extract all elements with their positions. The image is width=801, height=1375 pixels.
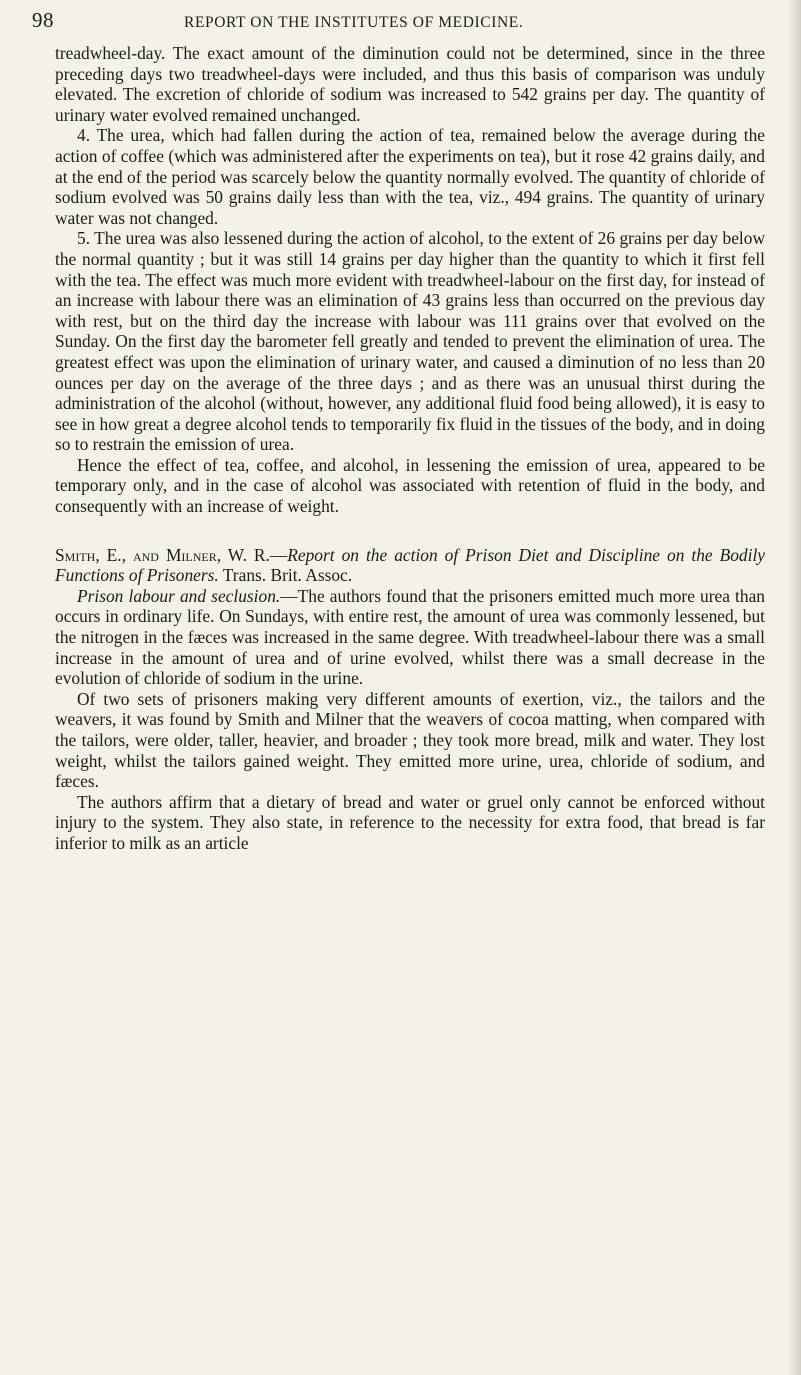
paragraph-dietary: The authors affirm that a dietary of bread and water or gruel only cannot be enforced without injury to the system. They also state, in reference to the necessity for extra food, that bread is far inferior to milk as an article xyxy=(55,791,765,853)
running-head: REPORT ON THE INSTITUTES OF MEDICINE. xyxy=(184,14,524,31)
paragraph-continued: treadwheel-day. The exact amount of the diminution could not be determined, since in the three preceding days two treadwheel-days were included, and thus this basis of comparison was unduly elevated. The excretion of chloride of sodium was increased to 542 grains per day. The quantity of urinary water evolved remained unchanged. xyxy=(55,43,765,125)
paragraph-item-5: 5. The urea was also lessened during the action of alcohol, to the extent of 26 grains per day below the normal quantity ; but it was still 14 grains per day higher than the quantity to which it first fell with the tea. The effect was much more evident with treadwheel-labour on the first day, for instead of an increase with labour there was an elimination of 43 grains less than occurred on the previous day with rest, but on the third day the increase with labour was 111 grains over that evolved on the Sunday. On the first day the barometer fell greatly and tended to prevent the elimination of urea. The greatest effect was upon the elimination of urinary water, and caused a diminution of no less than 20 ounces per day on the average of the three days ; and as there was an unusual thirst during the administration of the alcohol (without, however, any additional fluid food being allowed), it is easy to see in how great a degree alcohol tends to temporarily fix fluid in the tissues of the body, and in doing so to restrain the emission of urea. xyxy=(55,228,765,455)
paragraph-prison-labour-text: The authors found that the prisoners emitted much more urea than occurs in ordinary life. On Sundays, with entire rest, the amount of urea was commonly lessened, but the nitrogen in the fæces was increased in the same degree. With treadwheel-labour there was a small increase in the amount of urea and of urine evolved, whilst there was a small decrease in the evolution of chloride of sodium in the urine. xyxy=(55,585,765,689)
section-spacer xyxy=(55,517,765,545)
page-header xyxy=(32,8,772,38)
citation-authors: Smith, E., and Milner, W. R. xyxy=(55,544,270,565)
subheading-prison-labour: Prison labour and seclusion. xyxy=(77,585,281,606)
citation-source: Trans. Brit. Assoc. xyxy=(218,565,353,586)
subheading-dash: — xyxy=(280,585,298,606)
page-edge-shadow xyxy=(787,0,801,1375)
citation-entry xyxy=(55,545,765,586)
page-body xyxy=(55,43,765,854)
page-number: 98 xyxy=(32,8,54,32)
paragraph-item-4: 4. The urea, which had fallen during the action of tea, remained below the average during the action of coffee (which was administered after the experiments on tea), but it rose 42 grains daily, and at the end of the period was scarcely below the quantity normally evolved. The quantity of chloride of sodium evolved was 50 grains daily less than with the tea, viz., 494 grains. The quantity of urinary water was not changed. xyxy=(55,125,765,228)
citation-title: Report on the action of Prison Diet and Discipline on the Bodily Functions of Prisoners. xyxy=(55,544,765,586)
paragraph-prison-labour xyxy=(55,586,765,689)
paragraph-summary: Hence the effect of tea, coffee, and alcohol, in lessening the emission of urea, appeared to be temporary only, and in the case of alcohol was associated with retention of fluid in the body, and consequently with an increase of weight. xyxy=(55,454,765,517)
paragraph-tailors-weavers: Of two sets of prisoners making very different amounts of exertion, viz., the tailors and the weavers, it was found by Smith and Milner that the weavers of cocoa matting, when compared with the tailors, were older, taller, heavier, and broader ; they took more bread, milk and water. They lost weight, whilst the tailors gained weight. They emitted more urine, urea, chloride of sodium, and fæces. xyxy=(55,688,765,792)
citation-dash: — xyxy=(269,544,288,565)
